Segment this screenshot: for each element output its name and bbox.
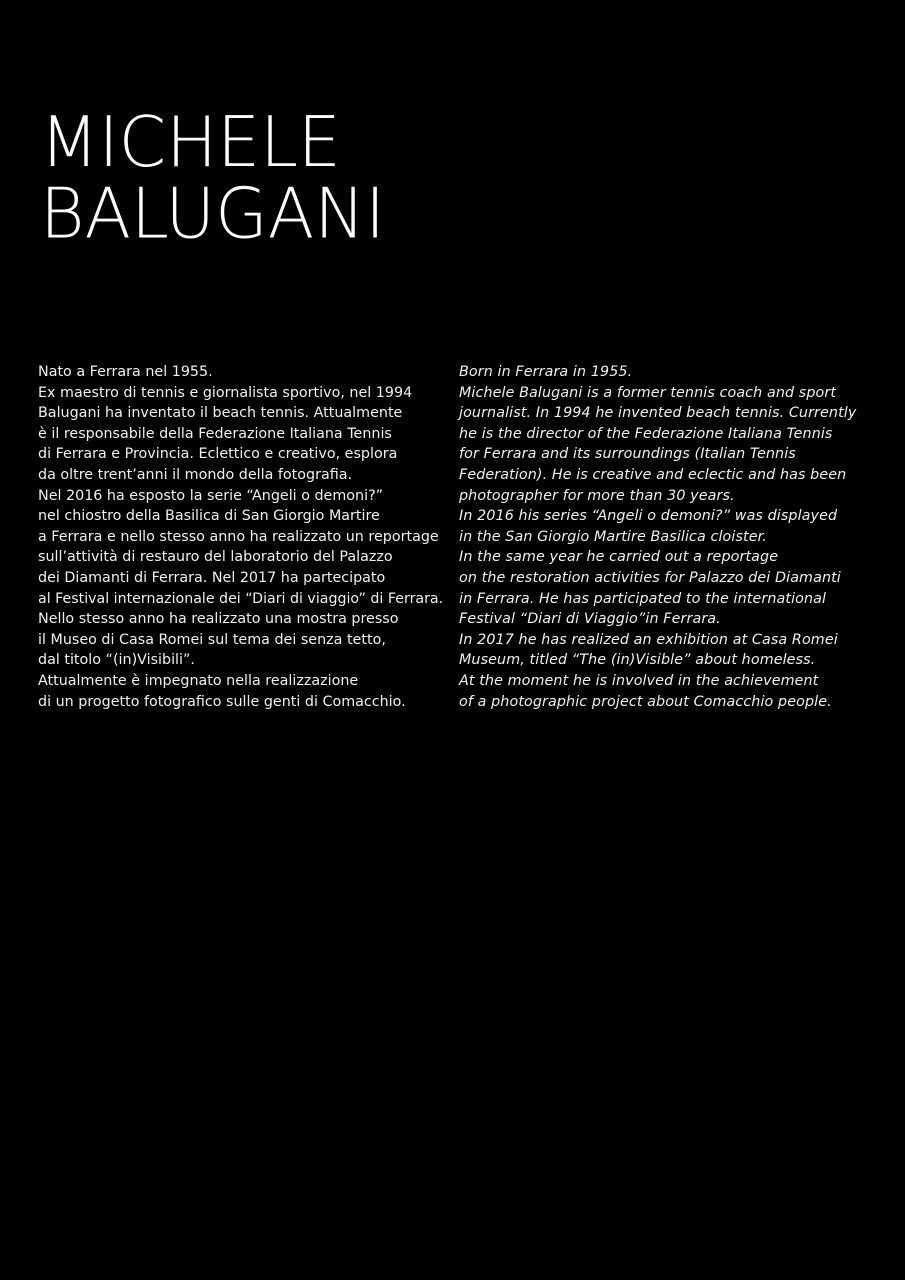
english-bio-line: for Ferrara and its surroundings (Italian Tennis <box>459 446 796 463</box>
english-bio-line: in Ferrara. He has participated to the international <box>459 590 827 607</box>
title-line-first-name: MICHELE <box>40 102 341 184</box>
italian-bio-line: sull’attività di restauro del laboratorio del Palazzo <box>38 549 393 566</box>
italian-bio-line: Balugani ha inventato il beach tennis. Attualmente <box>38 405 403 422</box>
italian-bio-line: dal titolo “(in)Visibili”. <box>38 652 195 669</box>
italian-bio-line: Nato a Ferrara nel 1955. <box>38 364 213 380</box>
italian-bio-line: Ex maestro di tennis e giornalista sportivo, nel 1994 <box>38 384 413 401</box>
page-title <box>40 102 386 255</box>
english-bio-line: In the same year he carried out a reportage <box>459 549 779 566</box>
english-bio-line: in the San Giorgio Martire Basilica cloister. <box>459 528 767 545</box>
english-bio-line: he is the director of the Federazione Italiana Tennis <box>459 425 833 442</box>
italian-biography <box>38 362 446 712</box>
italian-bio-line: il Museo di Casa Romei sul tema dei senza tetto, <box>38 631 386 648</box>
italian-bio-line: è il responsabile della Federazione Italiana Tennis <box>38 425 392 442</box>
english-bio-line: of a photographic project about Comacchio people. <box>459 693 832 710</box>
italian-bio-line: da oltre trent’anni il mondo della fotografia. <box>38 466 353 483</box>
italian-bio-line: Nello stesso anno ha realizzato una mostra presso <box>38 611 399 628</box>
english-bio-line: In 2016 his series “Angeli o demoni?” was displayed <box>459 508 838 525</box>
italian-bio-line: a Ferrara e nello stesso anno ha realizzato un reportage <box>38 528 439 545</box>
italian-bio-line: di un progetto fotografico sulle genti di Comacchio. <box>38 693 406 710</box>
english-bio-line: Michele Balugani is a former tennis coach and sport <box>459 384 837 401</box>
italian-bio-line: dei Diamanti di Ferrara. Nel 2017 ha partecipato <box>38 569 386 586</box>
english-bio-line: In 2017 he has realized an exhibition at Casa Romei <box>459 631 838 648</box>
english-biography <box>459 362 856 712</box>
italian-bio-line: nel chiostro della Basilica di San Giorgio Martire <box>38 508 380 525</box>
english-bio-line: Museum, titled “The (in)Visible” about homeless. <box>459 652 816 669</box>
english-bio-line: Festival “Diari di Viaggio”in Ferrara. <box>459 611 721 628</box>
english-bio-line: At the moment he is involved in the achievement <box>459 672 819 689</box>
english-bio-line: Born in Ferrara in 1955. <box>459 364 633 380</box>
english-bio-line: photographer for more than 30 years. <box>459 487 735 504</box>
english-bio-line: Federation). He is creative and eclectic and has been <box>459 466 847 483</box>
italian-bio-line: di Ferrara e Provincia. Eclettico e creativo, esplora <box>38 446 398 463</box>
italian-bio-line: Nel 2016 ha esposto la serie “Angeli o demoni?” <box>38 487 384 504</box>
italian-bio-line: al Festival internazionale dei “Diari di viaggio” di Ferrara. <box>38 590 444 607</box>
title-line-last-name: BALUGANI <box>40 174 386 255</box>
italian-bio-line: Attualmente è impegnato nella realizzazione <box>38 672 359 689</box>
english-bio-line: journalist. In 1994 he invented beach tennis. Currently <box>459 405 857 422</box>
english-bio-line: on the restoration activities for Palazzo dei Diamanti <box>459 569 841 586</box>
